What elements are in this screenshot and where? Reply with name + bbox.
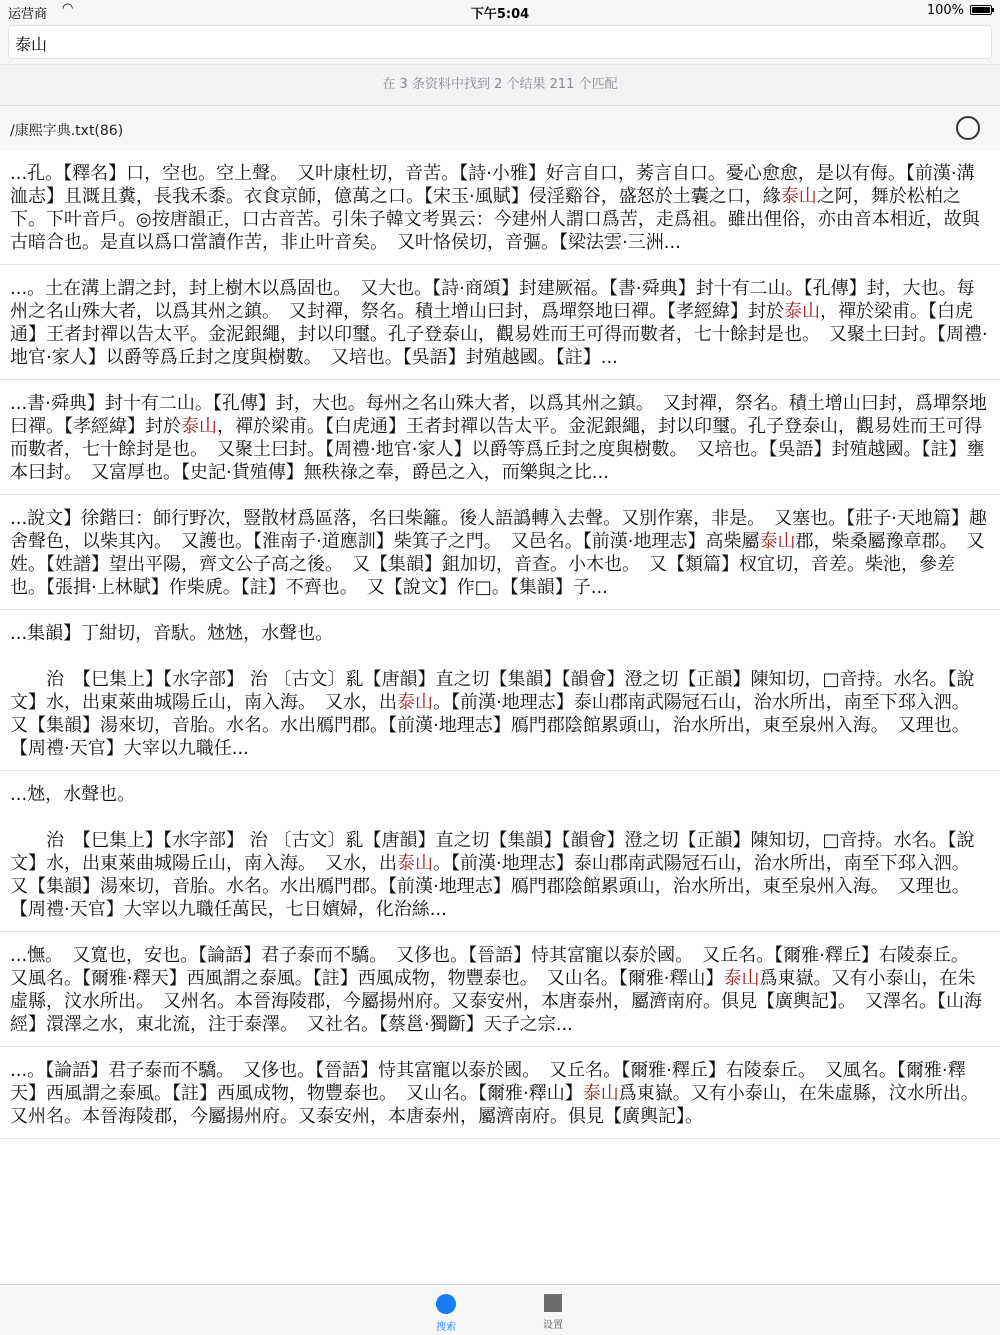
search-bar bbox=[0, 22, 1000, 65]
result-item[interactable]: ...說文】徐鍇曰：師行野次，豎散材爲區落，名曰柴籬。後人語譌轉入去聲。又別作寨，非是。 又塞也。【莊子·天地篇】趣舍聲色，以柴其內。 又護也。【淮南子·道應訓】柴箕子之門。 又邑名。【前漢·地理志】高柴屬泰山郡，柴桑屬豫章郡。 又姓。【姓譜】望出平陽，齊文公子高之後。 又【集韻】鉏加切，音查。小木也。 又【類篇】杈宜切，音差。柴池，參差也。【張揖·上林賦】作柴虒。【註】不齊也。 又【說文】作□。【集韻】子... bbox=[0, 495, 1000, 610]
result-item[interactable]: ...集韻】丁紺切，音馱。沊沊，水聲也。 治 【巳集上】【水字部】 治 〔古文〕乿【唐韻】直之切【集韻】【韻會】澄之切【正韻】陳知切，□音持。水名。【說文】水，出東萊曲城陽丘山，南入海。 又水，出泰山。【前漢·地理志】泰山郡南武陽冠石山，治水所出，南至下邳入泗。 又【集韻】湯來切，音胎。水名。水出鴈門郡。【前漢·地理志】鴈門郡陰館累頭山，治水所出，東至泉州入海。 又理也。【周禮·天官】大宰以九職任... bbox=[0, 610, 1000, 771]
match-highlight: 泰山 bbox=[780, 186, 817, 207]
results-list[interactable] bbox=[0, 150, 1000, 1284]
match-highlight: 泰山 bbox=[759, 531, 796, 552]
result-item[interactable]: ...。【論語】君子泰而不驕。 又侈也。【晉語】恃其富寵以泰於國。 又丘名。【爾雅·釋丘】右陵泰丘。 又風名。【爾雅·釋天】西風謂之泰風。【註】西風成物，物豐泰也。 又山名。【爾雅·釋山】泰山爲東嶽。又有小泰山，在朱虛縣，汶水所出。 又州名。本晉海陵郡，今屬揚州府。又泰安州，本唐泰州，屬濟南府。俱見【廣輿記】。 bbox=[0, 1047, 1000, 1139]
result-item[interactable]: ...沊，水聲也。 治 【巳集上】【水字部】 治 〔古文〕乿【唐韻】直之切【集韻】【韻會】澄之切【正韻】陳知切，□音持。水名。【說文】水，出東萊曲城陽丘山，南入海。 又水，出泰山。【前漢·地理志】泰山郡南武陽冠石山，治水所出，南至下邳入泗。 又【集韻】湯來切，音胎。水名。水出鴈門郡。【前漢·地理志】鴈門郡陰館累頭山，治水所出，東至泉州入海。 又理也。【周禮·天官】大宰以九職任萬民，七日嬪婦，化治絲... bbox=[0, 771, 1000, 932]
search-tab-icon bbox=[436, 1294, 456, 1314]
carrier-label: 运营商 bbox=[8, 7, 48, 22]
battery-percent: 100% bbox=[926, 3, 964, 18]
battery-icon bbox=[970, 5, 992, 15]
result-item[interactable]: ...。土在溝上謂之封，封上樹木以爲固也。 又大也。【詩·商頌】封建厥福。【書·舜典】封十有二山。【孔傳】封，大也。每州之名山殊大者，以爲其州之鎮。 又封禪，祭名。積土增山曰封，爲墠祭地曰禪。【孝經緯】封於泰山，禪於梁甫。【白虎通】王者封禪以告太平。金泥銀繩，封以印璽。孔子登泰山，觀易姓而王可得而數者，七十餘封是也。 又聚土曰封。【周禮·地官·家人】以爵等爲丘封之度與樹數。 又培也。【吳語】封殖越國。【註】... bbox=[0, 265, 1000, 380]
match-highlight: 泰山 bbox=[582, 1083, 619, 1104]
wifi-icon: ◠ bbox=[62, 1, 74, 16]
status-bar bbox=[0, 0, 1000, 22]
results-summary: 在 3 条资料中找到 2 个结果 211 个匹配 bbox=[0, 65, 1000, 105]
result-item[interactable]: ...憮。 又寬也，安也。【論語】君子泰而不驕。 又侈也。【晉語】恃其富寵以泰於國。 又丘名。【爾雅·釋丘】右陵泰丘。 又風名。【爾雅·釋天】西風謂之泰風。【註】西風成物，物豐泰也。 又山名。【爾雅·釋山】泰山爲東嶽。又有小泰山，在朱虛縣，汶水所出。 又州名。本晉海陵郡，今屬揚州府。又泰安州，本唐泰州，屬濟南府。俱見【廣輿記】。 又澤名。【山海經】澴澤之水，東北流，注于泰澤。 又社名。【蔡邕·獨斷】天子之宗... bbox=[0, 932, 1000, 1047]
settings-tab-icon bbox=[544, 1294, 562, 1312]
select-circle-icon[interactable] bbox=[956, 116, 980, 140]
search-input[interactable]: 泰山 bbox=[8, 25, 992, 59]
match-highlight: 泰山 bbox=[397, 692, 433, 713]
result-item[interactable]: ...孔。【釋名】口，空也。空上聲。 又叶康杜切，音苦。【詩·小雅】好言自口，莠言自口。憂心愈愈，是以有侮。【前漢·溝洫志】且溉且糞，長我禾黍。衣食京師，億萬之口。【宋玉·風賦】侵淫谿谷，盛怒於土囊之口，緣泰山之阿，舞於松柏之下。下叶音戶。◎按唐韻正，口古音苦。引朱子韓文考異云：今建州人謂口爲苦，走爲祖。雖出俚俗，亦由音本相近，故與古暗合也。是直以爲口當讀作苦，非止叶音矣。 又叶恪侯切，音彄。【梁法雲·三洲... bbox=[0, 150, 1000, 265]
match-highlight: 泰山 bbox=[784, 301, 820, 322]
tab-settings-label: 设置 bbox=[543, 1320, 563, 1331]
tab-search[interactable] bbox=[411, 1285, 481, 1335]
file-section-header[interactable] bbox=[0, 105, 1000, 150]
file-section-title: /康熙字典.txt(86) bbox=[10, 123, 124, 139]
tab-search-label: 搜索 bbox=[436, 1322, 456, 1333]
tab-bar bbox=[0, 1284, 1000, 1335]
result-item[interactable]: ...書·舜典】封十有二山。【孔傳】封，大也。每州之名山殊大者，以爲其州之鎮。 又封禪，祭名。積土增山曰封，爲墠祭地曰禪。【孝經緯】封於泰山，禪於梁甫。【白虎通】王者封禪以告太平。金泥銀繩，封以印璽。孔子登泰山，觀易姓而王可得而數者，七十餘封是也。 又聚土曰封。【周禮·地官·家人】以爵等爲丘封之度與樹數。 又培也。【吳語】封殖越國。【註】壅本曰封。 又富厚也。【史記·貨殖傳】無秩祿之奉，爵邑之入，而樂與之比... bbox=[0, 380, 1000, 495]
match-highlight: 泰山 bbox=[397, 853, 433, 874]
match-highlight: 泰山 bbox=[181, 416, 217, 437]
tab-settings[interactable] bbox=[518, 1285, 588, 1335]
status-time: 下午5:04 bbox=[470, 7, 530, 22]
match-highlight: 泰山 bbox=[723, 968, 760, 989]
